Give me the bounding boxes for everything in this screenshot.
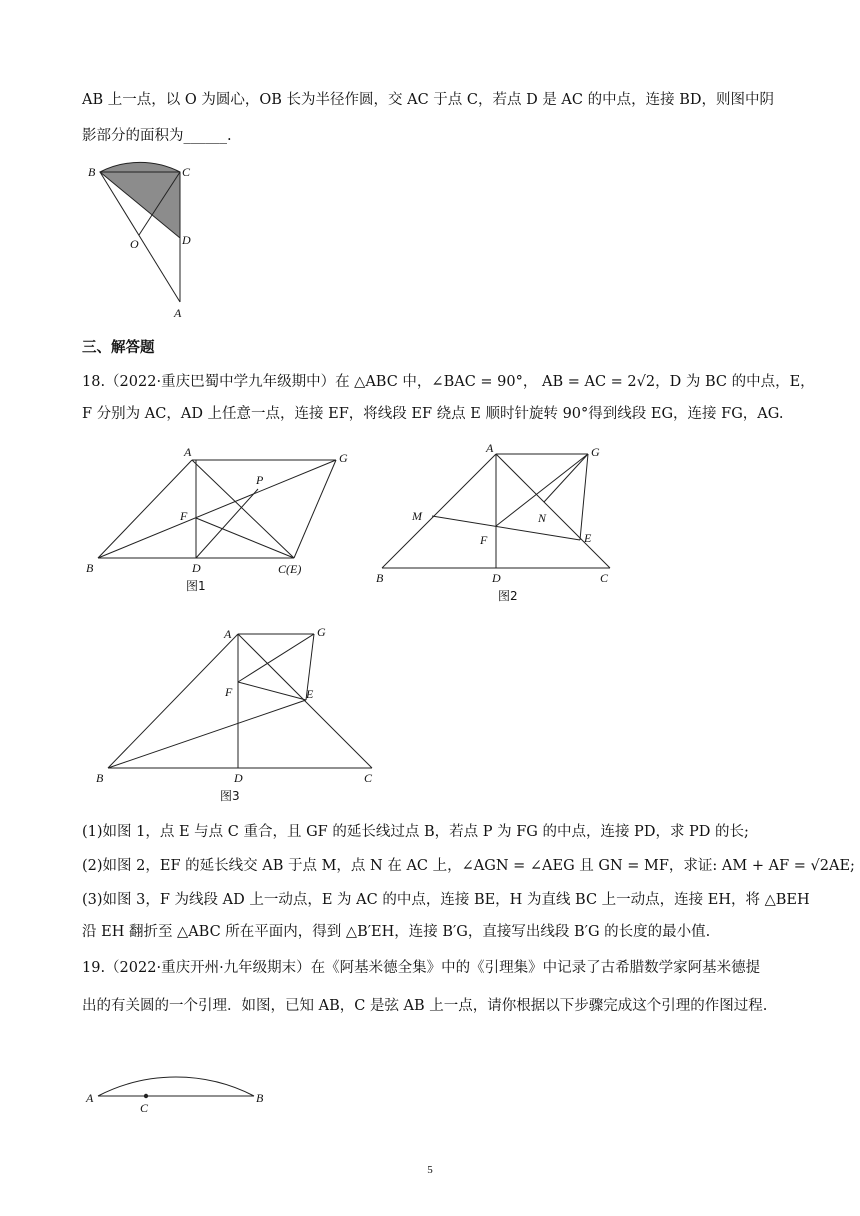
problem-17-text-line2: 影部分的面积为______. [82, 128, 232, 144]
label-b: B [88, 165, 96, 179]
fig1-label-b: B [86, 561, 94, 575]
figure-2 [372, 440, 622, 610]
fig1-caption: 图1 [186, 579, 206, 593]
part-3-text-line1: (3)如图 3，F 为线段 AD 上一动点，E 为 AC 的中点，连接 BE，H 为直线 BC 上一动点，连接 EH，将 △BEH [82, 892, 810, 908]
fig3-caption: 图3 [220, 789, 240, 803]
fig1-label-ce: C(E) [278, 562, 302, 576]
problem-18-text-line2: F 分别为 AC，AD 上任意一点，连接 EF，将线段 EF 绕点 E 顺时针旋转 90°得到线段 EG，连接 FG，AG. [82, 406, 784, 422]
fig1-label-d: D [192, 561, 201, 575]
label-d: D [182, 233, 191, 247]
fig3-label-e: E [306, 687, 314, 701]
problem-19-text-line1: 19.（2022·重庆开州·九年级期末）在《阿基米德全集》中的《引理集》中记录了古希腊数学家阿基米德提 [82, 960, 761, 976]
fig3-label-a: A [224, 627, 232, 641]
fig3-label-d: D [234, 771, 243, 785]
fig4-label-a: A [86, 1091, 94, 1105]
section-heading: 三、解答题 [82, 340, 155, 356]
fig1-label-a: A [184, 445, 192, 459]
label-a: A [174, 306, 182, 320]
fig1-label-g: G [339, 451, 348, 465]
page-number: 5 [427, 1164, 433, 1176]
fig3-label-c: C [364, 771, 373, 785]
part-2-text: (2)如图 2，EF 的延长线交 AB 于点 M，点 N 在 AC 上，∠AGN = ∠AEG 且 GN = MF，求证: AM + AF = √2AE; [82, 858, 855, 874]
fig2-label-m: M [412, 509, 422, 523]
figure-problem-19 [82, 1024, 282, 1114]
fig2-label-e: E [584, 531, 592, 545]
label-o: O [130, 237, 139, 251]
fig2-label-a: A [486, 441, 494, 455]
part-3-text-line2: 沿 EH 翻折至 △ABC 所在平面内，得到 △B′EH，连接 B′G，直接写出线段 B′G 的长度的最小值. [82, 924, 711, 940]
label-c: C [182, 165, 191, 179]
fig3-label-g: G [317, 625, 326, 639]
problem-17-text-line1: AB 上一点，以 O 为圆心，OB 长为半径作圆，交 AC 于点 C，若点 D 是 AC 的中点，连接 BD，则图中阴 [82, 92, 774, 108]
fig2-label-d: D [492, 571, 501, 585]
fig2-caption: 图2 [498, 589, 518, 603]
fig2-label-f: F [480, 533, 488, 547]
problem-18-text-line1: 18.（2022·重庆巴蜀中学九年级期中）在 △ABC 中，∠BAC = 90°， AB = AC = 2√2，D 为 BC 的中点，E， [82, 374, 815, 390]
fig2-label-c: C [600, 571, 609, 585]
part-1-text: (1)如图 1，点 E 与点 C 重合，且 GF 的延长线过点 B，若点 P 为 FG 的中点，连接 PD，求 PD 的长; [82, 824, 749, 840]
figure-problem-17 [82, 160, 202, 320]
problem-19-text-line2: 出的有关圆的一个引理．如图，已知 AB，C 是弦 AB 上一点，请你根据以下步骤完成这个引理的作图过程. [82, 998, 768, 1014]
fig2-label-g: G [591, 445, 600, 459]
fig3-label-f: F [225, 685, 233, 699]
fig4-label-b: B [256, 1091, 264, 1105]
fig3-label-b: B [96, 771, 104, 785]
fig1-label-p: P [256, 473, 264, 487]
fig4-label-c: C [140, 1101, 149, 1115]
fig1-label-f: F [180, 509, 188, 523]
figure-1 [82, 440, 362, 600]
fig2-label-b: B [376, 571, 384, 585]
fig2-label-n: N [538, 511, 547, 525]
figure-3 [82, 622, 402, 802]
